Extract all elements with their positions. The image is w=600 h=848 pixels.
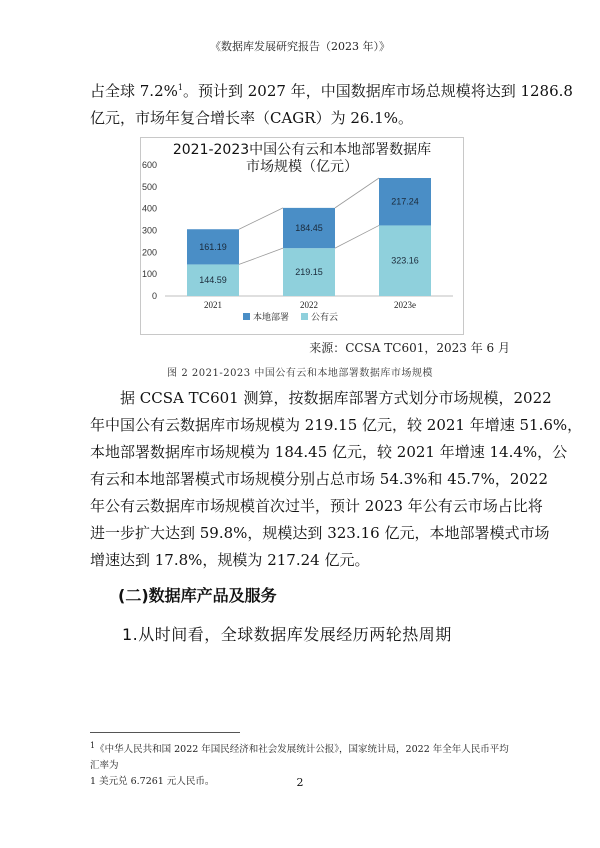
data-label: 217.24 xyxy=(391,196,419,207)
y-tick-label: 600 xyxy=(141,160,157,170)
data-label: 219.15 xyxy=(295,267,323,278)
page-number: 2 xyxy=(296,776,304,789)
x-tick-label: 2023e xyxy=(394,300,416,310)
footnote-line-2: 1 美元兑 6.7261 元人民币。 xyxy=(90,776,215,787)
intro-line-2: 亿元，市场年复合增长率（CAGR）为 26.1%。 xyxy=(90,109,414,127)
analysis-line: 据 CCSA TC601 测算，按数据库部署方式划分市场规模，2022 xyxy=(120,389,552,407)
document-header: 《数据库发展研究报告（2023 年）》 xyxy=(210,40,390,53)
chart-source: 来源：CCSA TC601，2023 年 6 月 xyxy=(309,341,510,355)
y-tick-label: 100 xyxy=(141,269,157,280)
intro-paragraph xyxy=(90,78,573,132)
legend-label: 本地部署 xyxy=(253,313,290,323)
footnote-line-1: 《中华人民共和国 2022 年国民经济和社会发展统计公报》，国家统计局，2022 年全年人民币平均汇率为 xyxy=(90,744,509,771)
chart-title-line-2: 市场规模（亿元） xyxy=(246,159,358,175)
y-tick-label: 500 xyxy=(141,181,157,192)
chart-figure xyxy=(140,137,464,335)
analysis-line: 有云和本地部署模式市场规模分别占总市场 54.3%和 45.7%，2022 xyxy=(90,470,549,488)
analysis-line: 增速达到 17.8%，规模为 217.24 亿元。 xyxy=(90,551,370,569)
intro-text-b: 。预计到 2027 年，中国数据库市场总规模将达到 1286.8 xyxy=(182,82,573,100)
trend-connector-line xyxy=(335,225,379,248)
trend-connector-line xyxy=(239,208,283,229)
data-label: 323.16 xyxy=(391,255,419,266)
legend-swatch xyxy=(301,313,308,320)
chart-title-line-1: 2021-2023中国公有云和本地部署数据库 xyxy=(172,142,432,158)
analysis-line: 本地部署数据库市场规模为 184.45 亿元，较 2021 年增速 14.4%，公 xyxy=(90,443,568,461)
figure-caption: 图 2 2021-2023 中国公有云和本地部署数据库市场规模 xyxy=(167,368,433,379)
data-label: 184.45 xyxy=(295,223,323,234)
y-tick-label: 200 xyxy=(141,247,157,258)
footnote-marker: 1 xyxy=(90,740,96,750)
x-tick-label: 2021 xyxy=(204,300,222,310)
x-tick-label: 2022 xyxy=(300,300,318,310)
y-tick-label: 400 xyxy=(141,203,157,214)
subsection-heading: 1.从时间看，全球数据库发展经历两轮热周期 xyxy=(122,625,452,644)
trend-connector-line xyxy=(335,178,379,208)
footnote-reference[interactable]: 1 xyxy=(177,83,183,92)
intro-text-a: 占全球 7.2% xyxy=(90,82,178,100)
analysis-line: 年中国公有云数据库市场规模为 219.15 亿元，较 2021 年增速 51.6%， xyxy=(90,416,583,434)
analysis-paragraph xyxy=(90,385,583,574)
y-tick-label: 300 xyxy=(141,225,157,236)
legend-swatch xyxy=(243,313,250,320)
legend-label: 公有云 xyxy=(311,313,339,323)
market-size-chart xyxy=(141,138,463,334)
analysis-line: 年公有云数据库市场规模首次过半，预计 2023 年公有云市场占比将 xyxy=(90,497,543,515)
data-label: 161.19 xyxy=(199,241,227,252)
analysis-line: 进一步扩大达到 59.8%，规模达到 323.16 亿元，本地部署模式市场 xyxy=(90,524,550,542)
data-label: 144.59 xyxy=(199,275,227,286)
y-tick-label: 0 xyxy=(151,291,157,301)
trend-connector-line xyxy=(239,248,283,264)
section-heading: (二)数据库产品及服务 xyxy=(118,586,277,605)
footnote-divider xyxy=(90,732,240,733)
